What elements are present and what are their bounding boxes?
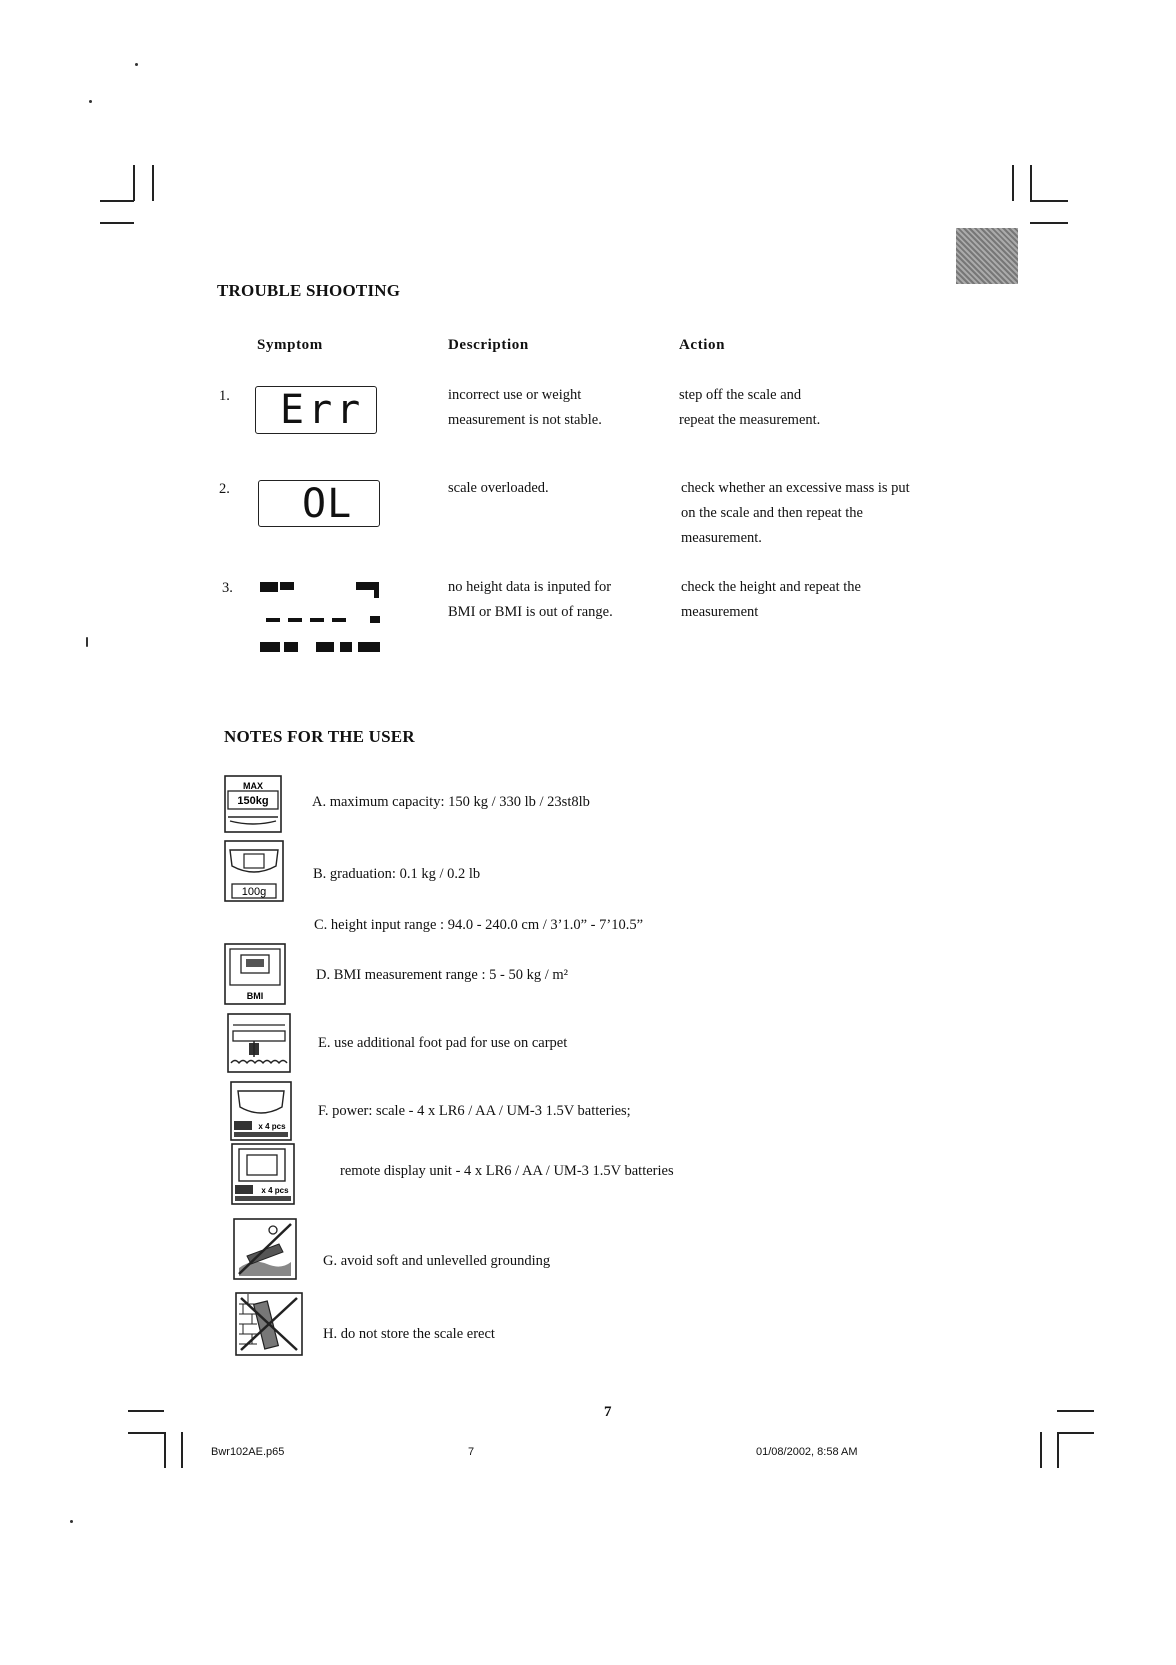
action-header: Action bbox=[679, 337, 726, 353]
scan-speck bbox=[135, 63, 138, 66]
crop-mark bbox=[1030, 222, 1068, 224]
crop-mark bbox=[1057, 1432, 1059, 1468]
action-line: check the height and repeat the bbox=[681, 579, 861, 595]
icon-label: BMI bbox=[246, 991, 264, 1001]
icon-label: x 4 pcs bbox=[258, 1122, 286, 1131]
notes-heading: NOTES FOR THE USER bbox=[224, 727, 415, 746]
crop-mark bbox=[128, 1410, 164, 1412]
row-number: 3. bbox=[222, 580, 233, 596]
footer-filename: Bwr102AE.p65 bbox=[211, 1446, 285, 1458]
foot-pad-icon bbox=[227, 1013, 291, 1073]
crop-mark bbox=[164, 1432, 166, 1468]
note-c-text: C. height input range : 94.0 - 240.0 cm / 3’1.0” - 7’10.5” bbox=[314, 917, 644, 933]
symptom-header: Symptom bbox=[257, 337, 323, 353]
action-text bbox=[679, 383, 820, 433]
note-a-text: A. maximum capacity: 150 kg / 330 lb / 23st8lb bbox=[312, 794, 590, 810]
no-erect-storage-icon bbox=[235, 1292, 303, 1356]
graduation-icon bbox=[224, 840, 284, 902]
crop-mark bbox=[181, 1432, 183, 1468]
crop-mark bbox=[1057, 1410, 1094, 1412]
lcd-ol-text: OL bbox=[302, 481, 353, 527]
no-soft-ground-icon bbox=[233, 1218, 297, 1280]
crop-mark bbox=[152, 165, 154, 201]
footer-page: 7 bbox=[468, 1446, 475, 1458]
language-tab-marker bbox=[956, 228, 1018, 284]
icon-label: x 4 pcs bbox=[261, 1186, 289, 1195]
lcd-err-text: Err bbox=[280, 387, 365, 433]
action-line: on the scale and then repeat the bbox=[681, 505, 863, 521]
note-f2-text: remote display unit - 4 x LR6 / AA / UM-3 1.5V batteries bbox=[340, 1163, 674, 1179]
description-text bbox=[448, 476, 549, 501]
max-capacity-icon bbox=[224, 775, 282, 833]
action-line: measurement bbox=[681, 604, 759, 620]
icon-label: 150kg bbox=[237, 795, 269, 807]
description-line: scale overloaded. bbox=[448, 480, 549, 496]
description-text bbox=[448, 383, 602, 433]
crop-mark bbox=[1030, 200, 1068, 202]
note-g-text: G. avoid soft and unlevelled grounding bbox=[323, 1253, 551, 1269]
icon-label: 100g bbox=[241, 886, 267, 898]
icon-label: MAX bbox=[243, 781, 263, 791]
note-e-text: E. use additional foot pad for use on carpet bbox=[318, 1035, 568, 1051]
crop-mark bbox=[1057, 1432, 1094, 1434]
crop-mark bbox=[1040, 1432, 1042, 1468]
crop-mark bbox=[1030, 165, 1032, 201]
lcd-ol-display bbox=[258, 480, 380, 527]
action-line: measurement. bbox=[681, 530, 762, 546]
lcd-err-display bbox=[255, 386, 377, 434]
crop-mark bbox=[100, 222, 134, 224]
scan-speck bbox=[70, 1520, 73, 1523]
crop-mark bbox=[1012, 165, 1014, 201]
action-line: check whether an excessive mass is put bbox=[681, 480, 910, 496]
remote-battery-icon bbox=[231, 1143, 295, 1205]
crop-mark bbox=[100, 200, 134, 202]
description-line: no height data is inputed for bbox=[448, 579, 612, 595]
note-d-text: D. BMI measurement range : 5 - 50 kg / m² bbox=[316, 967, 569, 983]
crop-mark bbox=[128, 1432, 164, 1434]
scan-speck bbox=[86, 637, 88, 647]
action-line: step off the scale and bbox=[679, 387, 802, 403]
footer-datetime: 01/08/2002, 8:58 AM bbox=[756, 1446, 858, 1458]
note-h-text: H. do not store the scale erect bbox=[323, 1326, 495, 1342]
description-line: measurement is not stable. bbox=[448, 412, 602, 428]
description-line: BMI or BMI is out of range. bbox=[448, 604, 613, 620]
page-number: 7 bbox=[604, 1404, 612, 1420]
row-number: 1. bbox=[219, 388, 230, 404]
note-b-text: B. graduation: 0.1 kg / 0.2 lb bbox=[313, 866, 481, 882]
description-line: incorrect use or weight bbox=[448, 387, 582, 403]
bmi-icon bbox=[224, 943, 286, 1005]
scale-battery-icon bbox=[230, 1081, 292, 1141]
description-header: Description bbox=[448, 337, 529, 353]
troubleshooting-heading: TROUBLE SHOOTING bbox=[217, 281, 401, 300]
action-line: repeat the measurement. bbox=[679, 412, 821, 428]
row-number: 2. bbox=[219, 481, 230, 497]
note-f-text: F. power: scale - 4 x LR6 / AA / UM-3 1.5V batteries; bbox=[318, 1103, 631, 1119]
action-text bbox=[681, 476, 910, 551]
description-text bbox=[448, 575, 613, 625]
action-text bbox=[681, 575, 861, 625]
crop-mark bbox=[133, 165, 135, 201]
scan-speck bbox=[89, 100, 92, 103]
lcd-bmi-dashes-display bbox=[258, 578, 390, 656]
